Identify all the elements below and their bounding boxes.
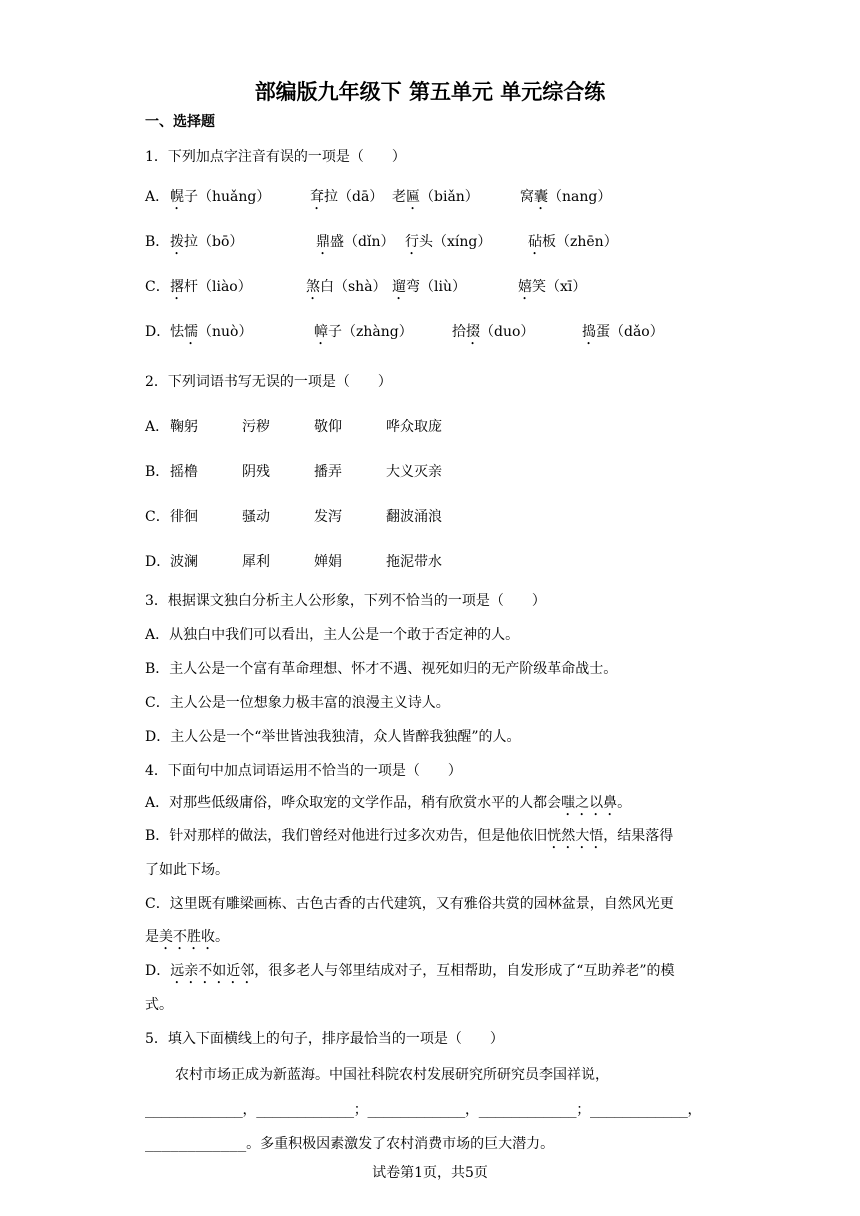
question-1-option-item: 老匾（biǎn） bbox=[392, 189, 479, 205]
question-1-option-label: D． bbox=[145, 324, 171, 340]
question-4-option-c-cont: 是美不胜收。 bbox=[145, 929, 229, 945]
question-2-option-word: 播弄 bbox=[314, 464, 342, 480]
question-2-option-label: D． bbox=[145, 554, 171, 570]
question-1-option-item: 煞白（shà） bbox=[306, 279, 387, 295]
question-5-blanks: ____________，____________；____________，____________；____________， bbox=[145, 1102, 702, 1118]
question-2-option-word: 敬仰 bbox=[314, 419, 342, 435]
question-1-option-item: 鼎盛（dǐn） bbox=[316, 234, 395, 250]
question-1-option-label: A． bbox=[145, 189, 170, 205]
question-2-option-word: 污秽 bbox=[242, 419, 270, 435]
page-footer: 试卷第1页，共5页 bbox=[372, 1165, 488, 1181]
question-4-option-b: B．针对那样的做法，我们曾经对他进行过多次劝告，但是他依旧恍然大悟，结果落得 bbox=[145, 828, 674, 844]
question-1-option-item: 嬉笑（xī） bbox=[518, 279, 587, 295]
question-3-option-a: A．从独白中我们可以看出，主人公是一个敢于否定神的人。 bbox=[145, 627, 520, 643]
question-1-option-item: 砧板（zhēn） bbox=[528, 234, 618, 250]
question-2-option-word: 骚动 bbox=[242, 509, 270, 525]
question-3-option-b: B．主人公是一个富有革命理想、怀才不遇、视死如归的无产阶级革命战士。 bbox=[145, 661, 618, 677]
question-2-option-word: 波澜 bbox=[170, 554, 198, 570]
question-1-option-item: 捣蛋（dǎo） bbox=[582, 324, 664, 340]
question-2-option-word: 鞠躬 bbox=[170, 419, 198, 435]
question-2-option-word: 摇橹 bbox=[170, 464, 198, 480]
question-2-option-word: 发泻 bbox=[314, 509, 342, 525]
question-2-option-word: 大义灭亲 bbox=[386, 464, 442, 480]
question-1-option-item: 耷拉（dā） bbox=[310, 189, 384, 205]
question-4-option-d: D．远亲不如近邻，很多老人与邻里结成对子，互相帮助，自发形成了“互助养老”的模 bbox=[145, 963, 675, 979]
question-1-stem: 1．下列加点字注音有误的一项是（ ） bbox=[145, 149, 406, 165]
question-5-passage-end: ____________。多重积极因素激发了农村消费市场的巨大潜力。 bbox=[145, 1136, 555, 1152]
question-3-option-c: C．主人公是一位想象力极丰富的浪漫主义诗人。 bbox=[145, 695, 450, 711]
question-4-option-b-cont: 了如此下场。 bbox=[145, 862, 229, 878]
question-1-option-item: 幛子（zhàng） bbox=[314, 324, 413, 340]
question-1-option-item: 幌子（huǎng） bbox=[170, 189, 271, 205]
question-1-option-item: 怯懦（nuò） bbox=[170, 324, 253, 340]
page-title: 部编版九年级下 第五单元 单元综合练 bbox=[254, 80, 606, 104]
question-3-stem: 3．根据课文独白分析主人公形象，下列不恰当的一项是（ ） bbox=[145, 593, 546, 609]
question-2-option-word: 拖泥带水 bbox=[386, 554, 442, 570]
question-1-option-item: 窝囊（nang） bbox=[520, 189, 612, 205]
question-1-option-item: 撂杆（liào） bbox=[170, 279, 252, 295]
question-2-option-word: 翻波涌浪 bbox=[386, 509, 442, 525]
question-2-option-word: 阴残 bbox=[242, 464, 270, 480]
answer-blank: ____________ bbox=[145, 1136, 247, 1152]
question-1-option-item: 遛弯（liù） bbox=[392, 279, 466, 295]
question-4-option-c: C．这里既有雕梁画栋、古色古香的古代建筑，又有雅俗共赏的园林盆景，自然风光更 bbox=[145, 896, 674, 912]
question-1-option-item: 行头（xíng） bbox=[405, 234, 492, 250]
question-1-option-item: 拨拉（bō） bbox=[170, 234, 244, 250]
question-1-option-label: B． bbox=[145, 234, 170, 250]
question-1-option-item: 拾掇（duo） bbox=[452, 324, 535, 340]
question-2-option-word: 犀利 bbox=[242, 554, 270, 570]
question-2-stem: 2．下列词语书写无误的一项是（ ） bbox=[145, 374, 392, 390]
question-2-option-label: C． bbox=[145, 509, 170, 525]
question-4-option-a: A．对那些低级庸俗，哗众取宠的文学作品，稍有欣赏水平的人都会嗤之以鼻。 bbox=[145, 795, 632, 811]
question-5-passage: 农村市场正成为新蓝海。中国社科院农村发展研究所研究员李国祥说， bbox=[175, 1067, 609, 1083]
question-3-option-d: D．主人公是一个“举世皆浊我独清，众人皆醉我独醒”的人。 bbox=[145, 729, 521, 745]
question-5-stem: 5．填入下面横线上的句子，排序最恰当的一项是（ ） bbox=[145, 1031, 504, 1047]
question-2-option-word: 徘徊 bbox=[170, 509, 198, 525]
question-2-option-label: A． bbox=[145, 419, 170, 435]
question-4-stem: 4．下面句中加点词语运用不恰当的一项是（ ） bbox=[145, 763, 462, 779]
question-2-option-word: 哗众取庞 bbox=[386, 419, 442, 435]
question-1-option-label: C． bbox=[145, 279, 170, 295]
question-2-option-word: 婵娟 bbox=[314, 554, 342, 570]
section-heading: 一、选择题 bbox=[145, 114, 215, 130]
question-4-option-d-cont: 式。 bbox=[145, 997, 173, 1013]
question-2-option-label: B． bbox=[145, 464, 170, 480]
